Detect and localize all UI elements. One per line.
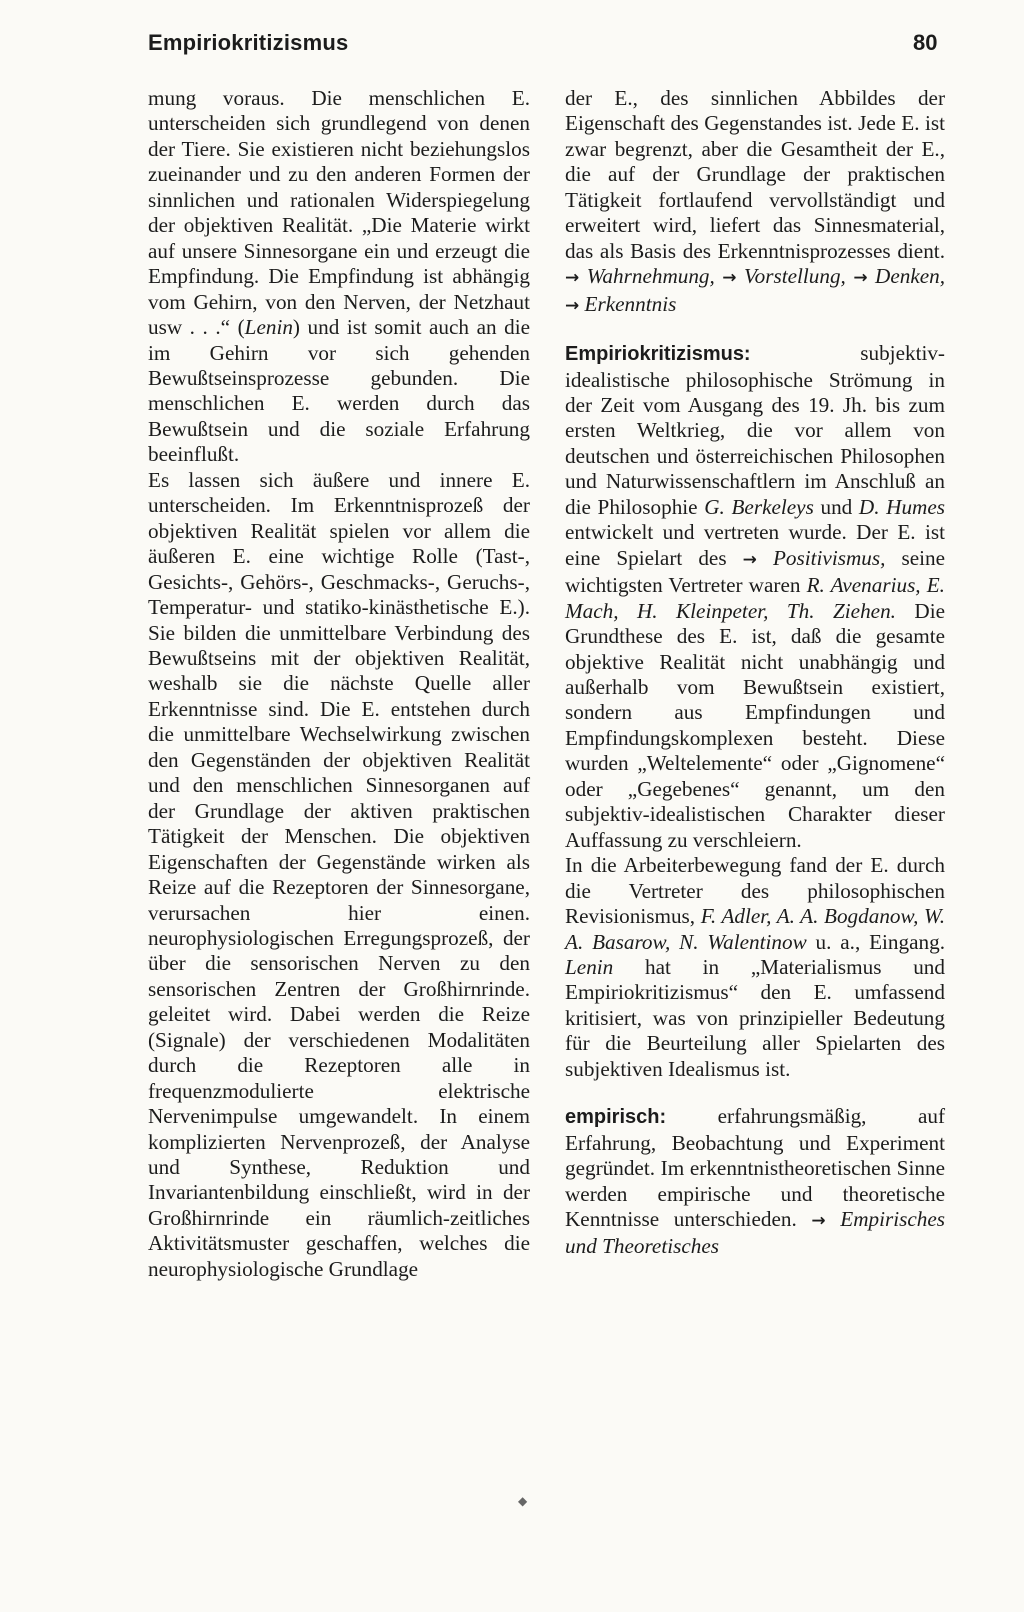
text-run: entwickelt und vertreten wurde. Der E. ist eine Spielart des [565, 520, 945, 570]
text-run: und [813, 494, 859, 519]
author-name: Lenin [565, 954, 614, 979]
arrow-icon: → [565, 295, 580, 316]
text-run: erfahrungsmäßig, auf Erfahrung, Beobachtung und Experiment gegründet. Im erkenntnistheoretischen Sinne werden empirische und theoretische Kenntnisse unterschieden. [565, 1104, 945, 1232]
cross-reference: Vorstellung, [744, 264, 846, 289]
text-run: der E., des sinnlichen Abbildes der Eigenschaft des Gegenstandes ist. Jede E. ist zwar begrenzt, aber die Gesamtheit der E., die auf der Grundlage der praktischen Tätigkeit fortlaufend vervollständigt und erweitert wird, liefert das Sinnesmaterial, das als Basis des Erkenntnisprozesses dient. [565, 86, 945, 263]
entry-empirisch [565, 1104, 945, 1260]
headword: empirisch: [565, 1106, 667, 1129]
arrow-icon: → [722, 268, 737, 289]
cross-reference: Denken, [875, 264, 946, 289]
paragraph [565, 853, 945, 1082]
author-names: R. Avenarius, E. Mach, H. Kleinpeter, Th. Ziehen. [565, 573, 945, 623]
right-column [565, 86, 945, 1260]
entry-empiriokritizismus [565, 341, 945, 853]
running-head: Empiriokritizismus [148, 30, 349, 55]
author-name: G. Berkeleys [704, 494, 814, 519]
paragraph: Es lassen sich äußere und innere E. unterscheiden. Im Erkenntnisprozeß der objektiven Realität spielen vor allem die äußeren E. eine wichtige Rolle (Tast-, Gesichts-, Gehörs-, Geschmacks-, Geruchs-, Temperatur- und statiko-kinästhetische E.). Sie bilden die unmittelbare Verbindung des Bewußtseins mit der objektiven Realität, weshalb sie die nächste Quelle aller Erkenntnisse sind. Die E. entstehen durch die unmittelbare Wechselwirkung zwischen den Gegenständen der objektiven Realität und den menschlichen Sinnesorganen auf der Grundlage der aktiven praktischen Tätigkeit der Menschen. Die objektiven Eigenschaften der Gegenstände wirken als Reize auf die Rezeptoren der Sinnesorgane, verursachen hier einen. neurophysiologischen Erregungsprozeß, der über die sensorischen Nerven zu den sensorischen Zentren der Großhirnrinde. geleitet wird. Dabei werden die Reize (Signale) der verschiedenen Modalitäten durch die Rezeptoren alle in frequenzmodulierte elektrische Nervenimpulse umgewandelt. In einem komplizierten Nervenprozeß, der Analyse und Synthese, Reduktion und Invariantenbildung einschließt, wird in der Großhirnrinde ein räumlich-zeitliches Aktivitätsmuster geschaffen, welches die neurophysiologische Grundlage [148, 467, 530, 1281]
cross-reference: Positivismus, [772, 545, 886, 570]
arrow-icon: → [853, 268, 868, 289]
text-run: u. a., Eingang. [806, 929, 945, 954]
headword: Empiriokritizismus: [565, 343, 751, 366]
print-mark: ◆ [518, 1494, 528, 1508]
text-run: In die Arbeiterbewegung fand der E. durch die Vertreter des philosophischen Revisionismus, [565, 853, 945, 929]
page-number: 80 [913, 30, 938, 55]
arrow-icon: → [565, 268, 580, 289]
text-run: hat in „Materialismus und Empiriokritizismus“ den E. umfassend kritisiert, was von prinzipieller Bedeutung für die Beurteilung aller Spielarten des subjektiven Idealismus ist. [565, 954, 945, 1081]
author-name: Lenin [244, 315, 293, 340]
text-run: ) und ist somit auch an die im Gehirn vor sich gehenden Bewußtseinsprozesse gebunden. Die menschlichen E. werden durch das Bewußtsein und die soziale Erfahrung beeinflußt. [148, 315, 530, 467]
text-run: seine wichtigsten Vertreter waren [565, 545, 945, 598]
cross-reference: Empirisches und Theoretisches [565, 1207, 945, 1259]
left-column [148, 86, 530, 1282]
text-run: subjektiv-idealistische philosophische Strömung in der Zeit vom Ausgang des 19. Jh. bis zum ersten Weltkrieg, die vor allem von deutschen und österreichischen Philosophen und Naturwissenschaftlern im Anschluß an die Philosophie [565, 341, 945, 519]
author-names: F. Adler, A. A. Bogdanow, W. A. Basarow, N. Walentinow [565, 904, 945, 954]
arrow-icon: → [742, 549, 757, 570]
text-run: mung voraus. Die menschlichen E. unterscheiden sich grundlegend von denen der Tiere. Sie existieren nicht beziehungslos zueinander und zu den anderen Formen der sinnlichen und rationalen Widerspiegelung der objektiven Realität. „Die Materie wirkt auf unsere Sinnesorgane ein und erzeugt die Empfindung. Die Empfindung ist abhängig vom Gehirn, von den Nerven, der Netzhaut usw . . .“ ( [148, 86, 530, 340]
paragraph [148, 86, 530, 468]
paragraph [565, 86, 945, 319]
text-run: Die Grundthese des E. ist, daß die gesamte objektive Realität nicht unabhängig und außerhalb vom Bewußtsein existiert, sondern aus Empfindungen und Empfindungskomplexen besteht. Diese wurden „Weltelemente“ oder „Gignomene“ oder „Gegebenes“ genannt, um den subjektiv-idealistischen Charakter dieser Auffassung zu verschleiern. [565, 598, 946, 852]
cross-reference: Wahrnehmung, [586, 264, 715, 289]
author-name: D. Humes [858, 494, 946, 519]
cross-reference: Erkenntnis [584, 291, 677, 316]
arrow-icon: → [811, 1211, 826, 1232]
